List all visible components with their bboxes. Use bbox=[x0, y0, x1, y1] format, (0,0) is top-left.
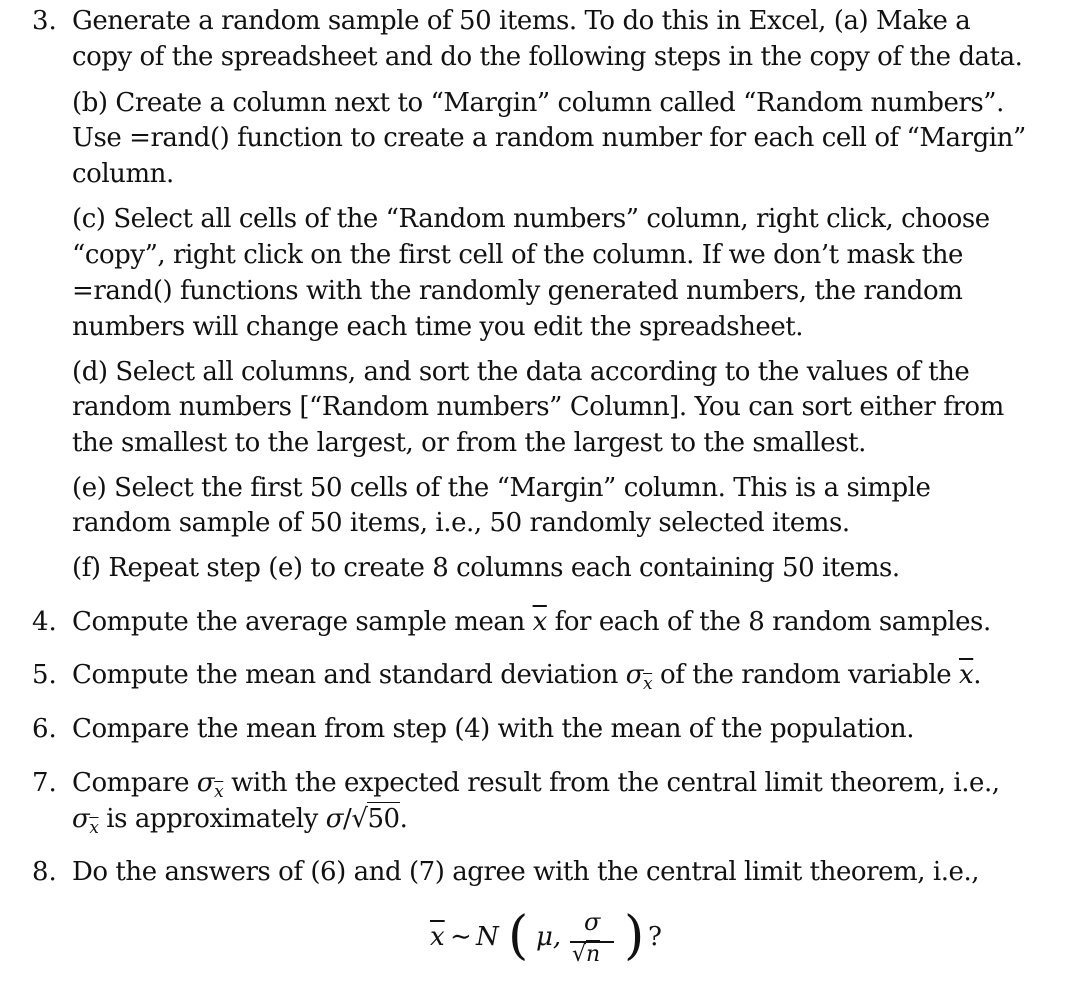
item-5-text bbox=[72, 658, 981, 695]
xbar-symbol: $\overline{x}$ bbox=[532, 607, 547, 637]
item-3-number: 3. bbox=[32, 6, 57, 36]
item-3c-line-4: numbers will change each time you edit the spreadsheet. bbox=[72, 312, 804, 342]
item-4-number: 4. bbox=[32, 607, 57, 637]
formula-open-paren: ( bbox=[508, 906, 529, 966]
sqrt-icon: √ bbox=[572, 942, 587, 967]
item-8-text: Do the answers of (6) and (7) agree with the central limit theorem, i.e., bbox=[72, 857, 980, 887]
sigma-subscript: x bbox=[643, 674, 653, 694]
sigma-symbol: σ bbox=[325, 804, 343, 834]
sqrt-radicand: n bbox=[586, 942, 601, 967]
item-4-before: Compute the average sample mean bbox=[72, 607, 525, 637]
formula-mu: μ, bbox=[536, 922, 562, 952]
item-7-line2-end: . bbox=[399, 804, 408, 834]
item-3d-line-3: the smallest to the largest, or from the largest to the smallest. bbox=[72, 428, 866, 458]
item-3c-line-3: =rand() functions with the randomly generated numbers, the random bbox=[72, 276, 963, 306]
item-7-line-1 bbox=[72, 766, 1000, 803]
xbar-symbol: $\overline{x}$ bbox=[959, 660, 974, 690]
sigma-subscript: x bbox=[89, 818, 99, 838]
item-6-number: 6. bbox=[32, 714, 57, 744]
item-4-after: for each of the 8 random samples. bbox=[554, 607, 991, 637]
sigma-symbol: σ bbox=[196, 768, 215, 798]
slash: / bbox=[343, 804, 352, 834]
item-4-text bbox=[72, 605, 991, 639]
sqrt-icon: √ bbox=[351, 804, 368, 834]
item-3-line-2: copy of the spreadsheet and do the following steps in the copy of the data. bbox=[72, 42, 1023, 72]
item-7-number: 7. bbox=[32, 768, 57, 798]
fraction-numerator: σ bbox=[584, 908, 601, 936]
sigma-symbol: σ bbox=[72, 804, 90, 834]
item-7-line-2 bbox=[72, 802, 407, 839]
item-5-number: 5. bbox=[32, 660, 57, 690]
item-3b-line-3: column. bbox=[72, 159, 174, 189]
item-7-line2-mid: is approximately bbox=[106, 804, 318, 834]
item-6-text: Compare the mean from step (4) with the mean of the population. bbox=[72, 714, 915, 744]
item-3e-line-1: (e) Select the first 50 cells of the “Margin” column. This is a simple bbox=[72, 473, 931, 503]
sqrt-radicand: 50 bbox=[367, 804, 400, 834]
formula-question: ? bbox=[648, 922, 662, 952]
item-8-number: 8. bbox=[32, 857, 57, 887]
sigma-symbol: σ bbox=[625, 660, 644, 690]
item-5-end: . bbox=[973, 660, 982, 690]
item-3f-line-1: (f) Repeat step (e) to create 8 columns each containing 50 items. bbox=[72, 553, 900, 583]
fraction-denominator bbox=[572, 942, 600, 967]
item-3b-line-1: (b) Create a column next to “Margin” column called “Random numbers”. bbox=[72, 88, 1004, 118]
item-5-middle: of the random variable bbox=[660, 660, 952, 690]
formula-n-dist: N bbox=[476, 922, 499, 952]
item-3d-line-2: random numbers [“Random numbers” Column]. You can sort either from bbox=[72, 392, 1004, 422]
item-7-after: with the expected result from the central limit theorem, i.e., bbox=[231, 768, 1000, 798]
formula-close-paren: ) bbox=[624, 906, 645, 966]
item-3-line-1: Generate a random sample of 50 items. To do this in Excel, (a) Make a bbox=[72, 6, 971, 36]
item-3c-line-2: “copy”, right click on the first cell of the column. If we don’t mask the bbox=[72, 240, 963, 270]
item-3b-line-2: Use =rand() function to create a random number for each cell of “Margin” bbox=[72, 123, 1026, 153]
item-5-before: Compute the mean and standard deviation bbox=[72, 660, 618, 690]
item-3d-line-1: (d) Select all columns, and sort the data according to the values of the bbox=[72, 357, 970, 387]
item-3c-line-1: (c) Select all cells of the “Random numbers” column, right click, choose bbox=[72, 204, 990, 234]
sigma-subscript: x bbox=[214, 782, 224, 802]
item-7-before: Compare bbox=[72, 768, 190, 798]
formula-fraction bbox=[570, 908, 614, 972]
item-3e-line-2: random sample of 50 items, i.e., 50 randomly selected items. bbox=[72, 508, 850, 538]
formula-xbar: $\overline{x}$ bbox=[430, 922, 445, 952]
formula-tilde: ∼ bbox=[450, 922, 472, 952]
